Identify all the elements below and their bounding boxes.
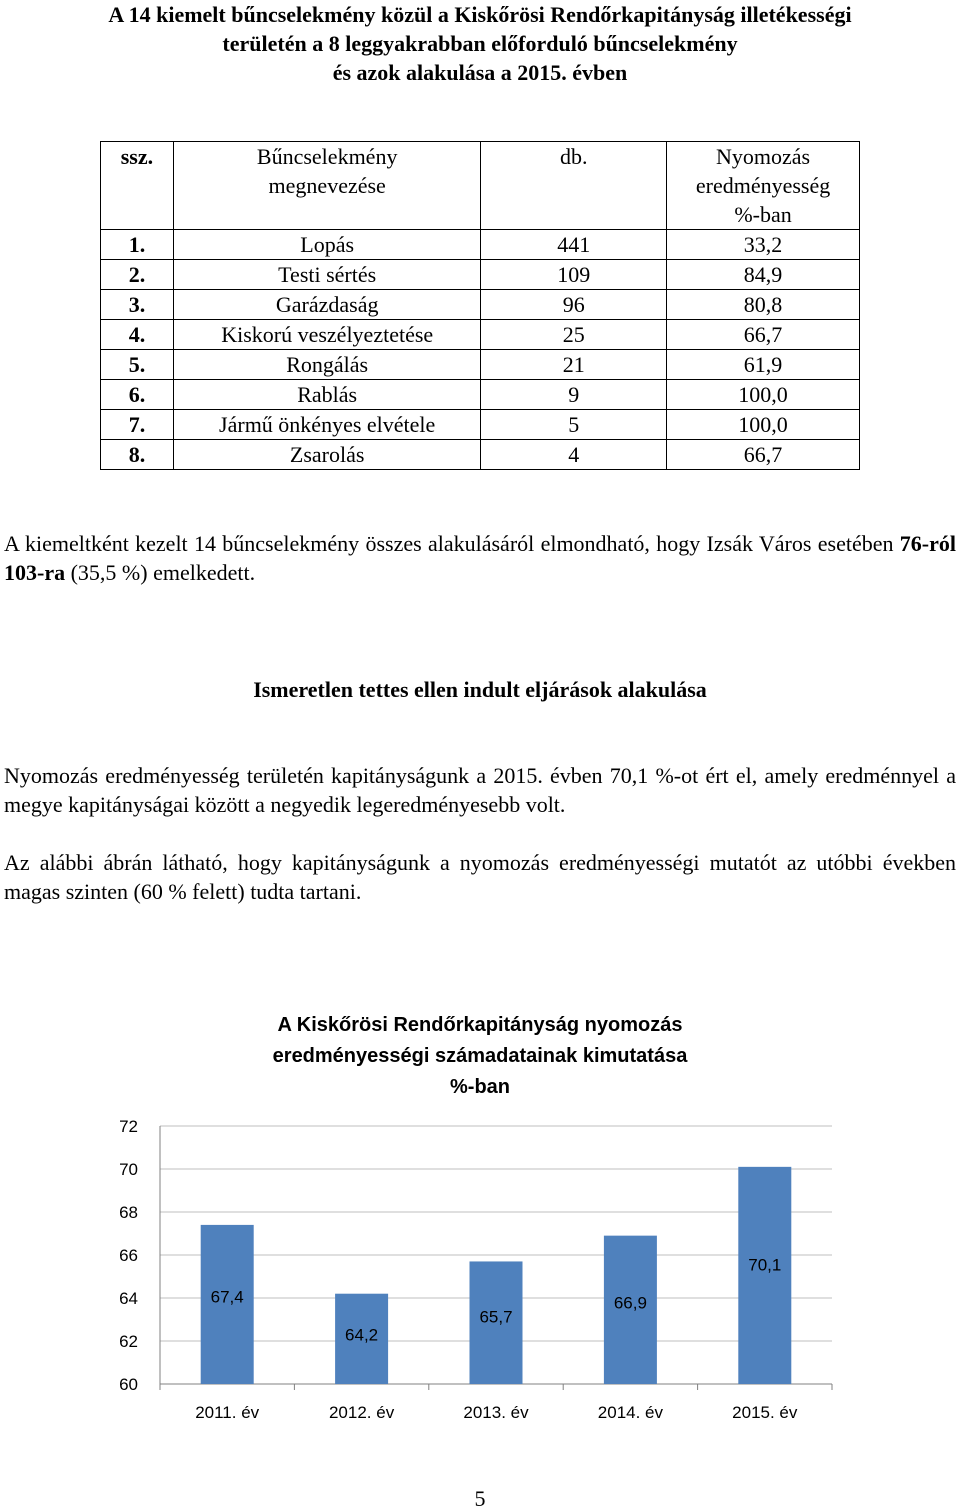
row-number: 1.	[101, 230, 174, 260]
data-label: 70,1	[748, 1255, 782, 1275]
row-pct: 80,8	[667, 290, 860, 320]
y-tick-label: 70	[119, 1160, 138, 1179]
data-label: 66,9	[613, 1293, 647, 1313]
row-name: Jármű önkényes elvétele	[173, 410, 481, 440]
bar	[738, 1167, 791, 1384]
y-tick-label: 72	[119, 1117, 138, 1136]
x-tick-label: 2012. év	[328, 1403, 395, 1422]
data-label: 64,2	[345, 1325, 379, 1345]
x-tick-label: 2013. év	[463, 1403, 529, 1422]
header-name-line-1: Bűncselekmény	[256, 144, 398, 169]
row-pct: 61,9	[667, 350, 860, 380]
heading-line-2: területén a 8 leggyakrabban előforduló bűncselekmény	[222, 31, 738, 56]
row-name: Rablás	[173, 380, 481, 410]
row-number: 6.	[101, 380, 174, 410]
row-db: 4	[481, 440, 667, 470]
row-number: 2.	[101, 260, 174, 290]
y-tick-label: 64	[119, 1289, 138, 1308]
row-number: 8.	[101, 440, 174, 470]
header-name-line-2: megnevezése	[268, 173, 386, 198]
chart-title-line-2: eredményességi számadatainak kimutatása	[272, 1045, 688, 1067]
heading-line-3: és azok alakulása a 2015. évben	[332, 60, 628, 85]
row-pct: 66,7	[667, 440, 860, 470]
row-name: Testi sértés	[173, 260, 481, 290]
row-db: 109	[481, 260, 667, 290]
header-eff-line-3: %-ban	[734, 202, 792, 227]
row-name: Lopás	[173, 230, 481, 260]
heading-line-1: A 14 kiemelt bűncselekmény közül a Kiskőrösi Rendőrkapitányság illetékességi	[108, 2, 852, 27]
row-number: 7.	[101, 410, 174, 440]
paragraph-izsak-text-a: A kiemeltként kezelt 14 bűncselekmény összes alakulásáról elmondható, hogy Izsák Város esetében	[4, 531, 900, 556]
row-name: Zsarolás	[173, 440, 481, 470]
row-pct: 100,0	[667, 380, 860, 410]
row-number: 4.	[101, 320, 174, 350]
row-number: 3.	[101, 290, 174, 320]
row-db: 9	[481, 380, 667, 410]
row-name: Kiskorú veszélyeztetése	[173, 320, 481, 350]
chart-title-line-3: %-ban	[450, 1076, 510, 1098]
row-number: 5.	[101, 350, 174, 380]
row-pct: 33,2	[667, 230, 860, 260]
chart-title-line-1: A Kiskőrösi Rendőrkapitányság nyomozás	[277, 1014, 683, 1036]
row-pct: 100,0	[667, 410, 860, 440]
data-label: 67,4	[210, 1287, 244, 1307]
header-eff-line-2: eredményesség	[695, 173, 831, 198]
header-db: db.	[481, 142, 667, 230]
y-tick-label: 60	[119, 1375, 138, 1394]
row-name: Rongálás	[173, 350, 481, 380]
y-tick-label: 62	[119, 1332, 138, 1351]
y-tick-label: 66	[119, 1246, 138, 1265]
row-name: Garázdaság	[173, 290, 481, 320]
y-tick-label: 68	[119, 1203, 138, 1222]
row-pct: 66,7	[667, 320, 860, 350]
data-label: 65,7	[479, 1307, 513, 1327]
row-db: 21	[481, 350, 667, 380]
paragraph-izsak-bold: 76-ról 103-ra	[4, 531, 956, 585]
row-db: 441	[481, 230, 667, 260]
paragraph-chart-intro: Az alábbi ábrán látható, hogy kapitányságunk a nyomozás eredményességi mutatót az utóbbi években magas szinten (60 % felett) tudta tartani.	[4, 850, 956, 904]
paragraph-efficiency: Nyomozás eredményesség területén kapitányságunk a 2015. évben 70,1 %-ot ért el, amely eredménnyel a megye kapitányságai között a negyedik legeredményesebb volt.	[4, 763, 956, 817]
section-title: Ismeretlen tettes ellen indult eljárások alakulása	[253, 677, 707, 702]
row-pct: 84,9	[667, 260, 860, 290]
page-number: 5	[474, 1486, 486, 1511]
x-tick-label: 2014. év	[597, 1403, 664, 1422]
paragraph-izsak-text-b: (35,5 %) emelkedett.	[65, 560, 256, 585]
x-tick-label: 2011. év	[195, 1403, 260, 1422]
row-db: 96	[481, 290, 667, 320]
header-ssz: ssz.	[101, 142, 174, 230]
row-db: 25	[481, 320, 667, 350]
header-eff-line-1: Nyomozás	[716, 144, 811, 169]
row-db: 5	[481, 410, 667, 440]
x-tick-label: 2015. év	[732, 1403, 798, 1422]
